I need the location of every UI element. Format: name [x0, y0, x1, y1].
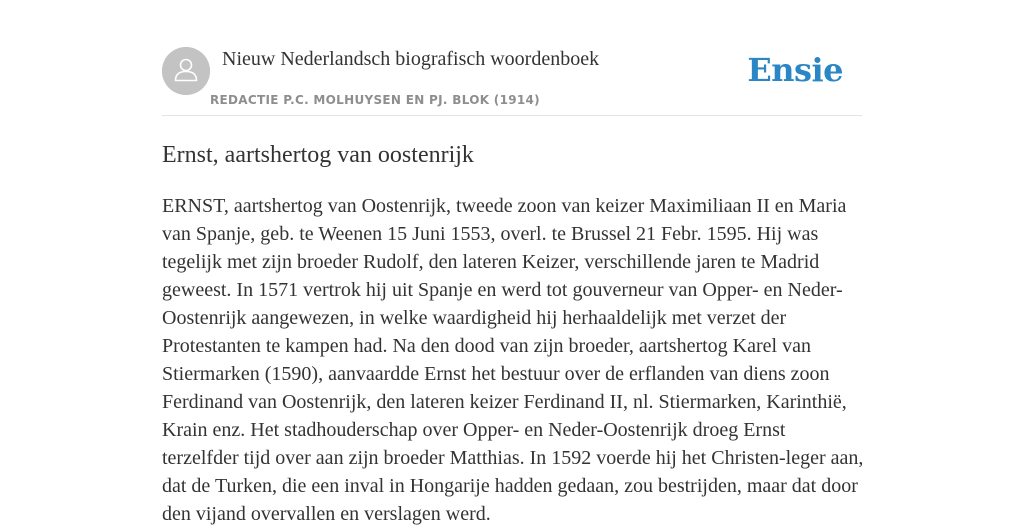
book-editors: REDACTIE P.C. MOLHUYSEN EN PJ. BLOK (1914)	[210, 93, 540, 107]
article-body: ERNST, aartshertog van Oostenrijk, tweede zoon van keizer Maximiliaan II en Maria van Spanje, geb. te Weenen 15 Juni 1553, overl. te Brussel 21 Febr. 1595. Hij was tegelijk met zijn broeder Rudolf, den lateren Keizer, verschillende jaren te Madrid geweest. In 1571 vertrok hij uit Spanje en werd tot gouverneur van Opper- en Neder-Oostenrijk aangewezen, in welke waardigheid hij herhaaldelijk met verzet der Protestanten te kampen had. Na den dood van zijn broeder, aartshertog Karel van Stiermarken (1590), aanvaardde Ernst het bestuur over de erflanden van diens zoon Ferdinand van Oostenrijk, den lateren keizer Ferdinand II, nl. Stiermarken, Karinthië, Krain enz. Het stadhouderschap over Opper- en Neder-Oostenrijk droeg Ernst terzelfder tijd over aan zijn broeder Matthias. In 1592 voerde hij het Christen-leger aan, dat de Turken, die een inval in Hongarije hadden gedaan, zou bestrijden, maar dat door den vijand overvallen en verslagen werd.	[162, 195, 864, 525]
article-title: Ernst, aartshertog van oostenrijk	[162, 142, 474, 168]
book-title-link[interactable]: Nieuw Nederlandsch biografisch woordenboek	[222, 48, 600, 70]
user-avatar-icon[interactable]	[162, 47, 210, 95]
ensie-logo[interactable]: Ensie	[747, 51, 843, 89]
book-header	[162, 46, 862, 116]
